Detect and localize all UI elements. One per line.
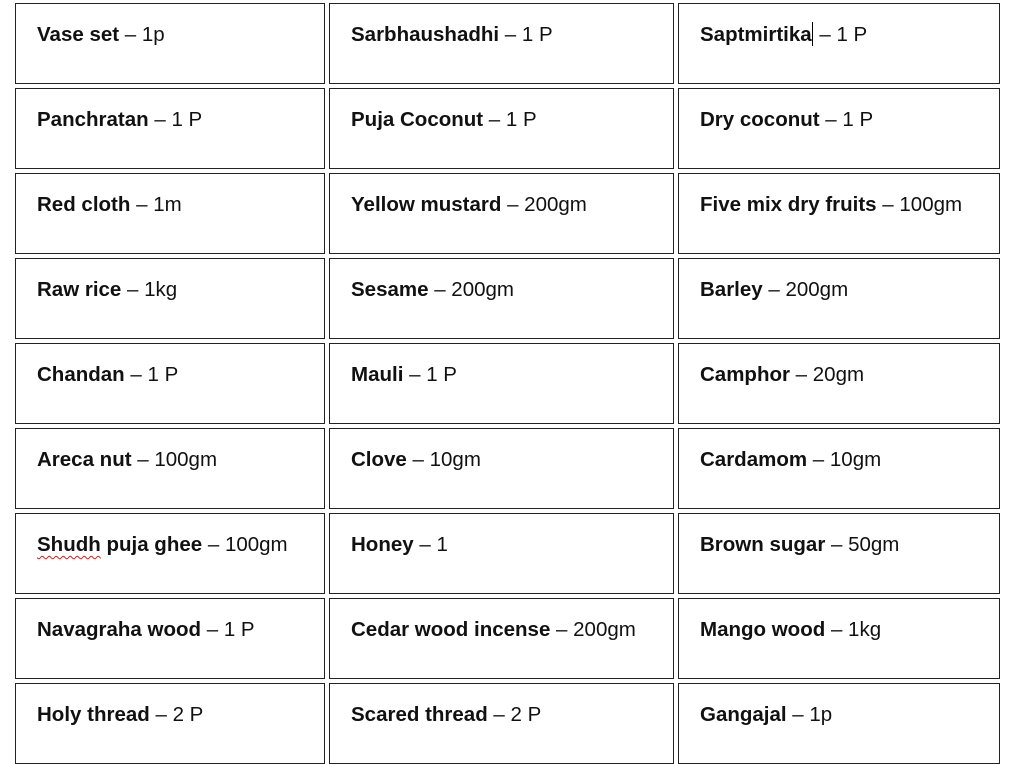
item-name: Brown sugar (700, 533, 826, 556)
item-name: Cedar wood incense (351, 618, 551, 641)
table-cell[interactable] (15, 258, 325, 339)
item-quantity: – 100gm (876, 193, 963, 216)
item-quantity: – 1 P (124, 363, 179, 386)
table-cell[interactable] (678, 258, 1000, 339)
item-quantity: – 1 P (819, 108, 874, 131)
table-cell[interactable] (15, 343, 325, 424)
item-quantity: – 2 P (487, 703, 542, 726)
item-quantity: – 1 P (403, 363, 457, 386)
item-name: Vase set (37, 23, 120, 46)
item-name: Sarbhaushadhi (351, 23, 500, 46)
item-name: Panchratan (37, 108, 149, 131)
item-name: Five mix dry fruits (700, 193, 877, 216)
item-quantity: – 1kg (825, 618, 882, 641)
puja-items-table (15, 3, 1000, 763)
item-quantity: – 1 P (201, 618, 255, 641)
item-quantity: – 1p (786, 703, 833, 726)
table-cell[interactable] (678, 88, 1000, 169)
item-quantity: – 20gm (789, 363, 865, 386)
item-quantity: – 1 P (483, 108, 537, 131)
item-name: Gangajal (700, 703, 787, 726)
table-cell[interactable] (329, 428, 674, 509)
table-cell[interactable] (15, 683, 325, 764)
item-name: Raw rice (37, 278, 122, 301)
item-name: Saptmirtika (700, 23, 812, 46)
item-quantity: – 200gm (762, 278, 849, 301)
item-name: Red cloth (37, 193, 131, 216)
table-cell[interactable] (678, 343, 1000, 424)
table-cell[interactable] (329, 598, 674, 679)
item-name-misspelled: Shudh (37, 533, 101, 556)
item-quantity: – 50gm (825, 533, 900, 556)
item-quantity: – 100gm (202, 533, 288, 556)
table-cell[interactable] (678, 513, 1000, 594)
item-quantity: – 1kg (121, 278, 178, 301)
item-name: Areca nut (37, 448, 132, 471)
item-quantity: – 1 P (148, 108, 203, 131)
table-cell[interactable] (15, 173, 325, 254)
item-name: Camphor (700, 363, 790, 386)
text-cursor (812, 22, 813, 46)
table-cell[interactable] (678, 3, 1000, 84)
item-quantity: – 10gm (807, 448, 882, 471)
item-name: Dry coconut (700, 108, 820, 131)
table-cell[interactable] (15, 3, 325, 84)
item-name: Barley (700, 278, 763, 301)
item-quantity: – 1 (413, 533, 448, 556)
item-quantity: – 200gm (501, 193, 587, 216)
item-name: Scared thread (351, 703, 488, 726)
item-quantity: – 200gm (428, 278, 514, 301)
table-cell[interactable] (329, 513, 674, 594)
item-quantity: – 1m (130, 193, 182, 216)
item-name: Yellow mustard (351, 193, 502, 216)
table-cell[interactable] (678, 598, 1000, 679)
item-name-rest: puja ghee (100, 533, 203, 556)
item-quantity: – 1 P (499, 23, 553, 46)
item-name: Clove (351, 448, 407, 471)
item-quantity: – 100gm (131, 448, 218, 471)
item-name: Honey (351, 533, 414, 556)
table-cell[interactable] (678, 173, 1000, 254)
table-cell[interactable] (15, 428, 325, 509)
item-name: Chandan (37, 363, 125, 386)
item-quantity: – 1p (119, 23, 165, 46)
item-quantity: – 10gm (406, 448, 481, 471)
table-cell[interactable] (678, 428, 1000, 509)
item-quantity: – 1 P (813, 23, 868, 46)
table-cell[interactable] (15, 88, 325, 169)
table-cell[interactable] (329, 3, 674, 84)
item-name: Holy thread (37, 703, 150, 726)
table-cell[interactable] (15, 513, 325, 594)
table-cell[interactable] (329, 683, 674, 764)
item-name: Puja Coconut (351, 108, 484, 131)
table-cell[interactable] (329, 343, 674, 424)
table-cell[interactable] (329, 88, 674, 169)
item-name: Mauli (351, 363, 404, 386)
table-cell[interactable] (329, 258, 674, 339)
item-name: Sesame (351, 278, 429, 301)
item-quantity: – 2 P (149, 703, 204, 726)
table-cell[interactable] (15, 598, 325, 679)
item-name: Navagraha wood (37, 618, 202, 641)
table-cell[interactable] (678, 683, 1000, 764)
item-quantity: – 200gm (550, 618, 636, 641)
item-name: Cardamom (700, 448, 808, 471)
table-cell[interactable] (329, 173, 674, 254)
item-name: Mango wood (700, 618, 826, 641)
